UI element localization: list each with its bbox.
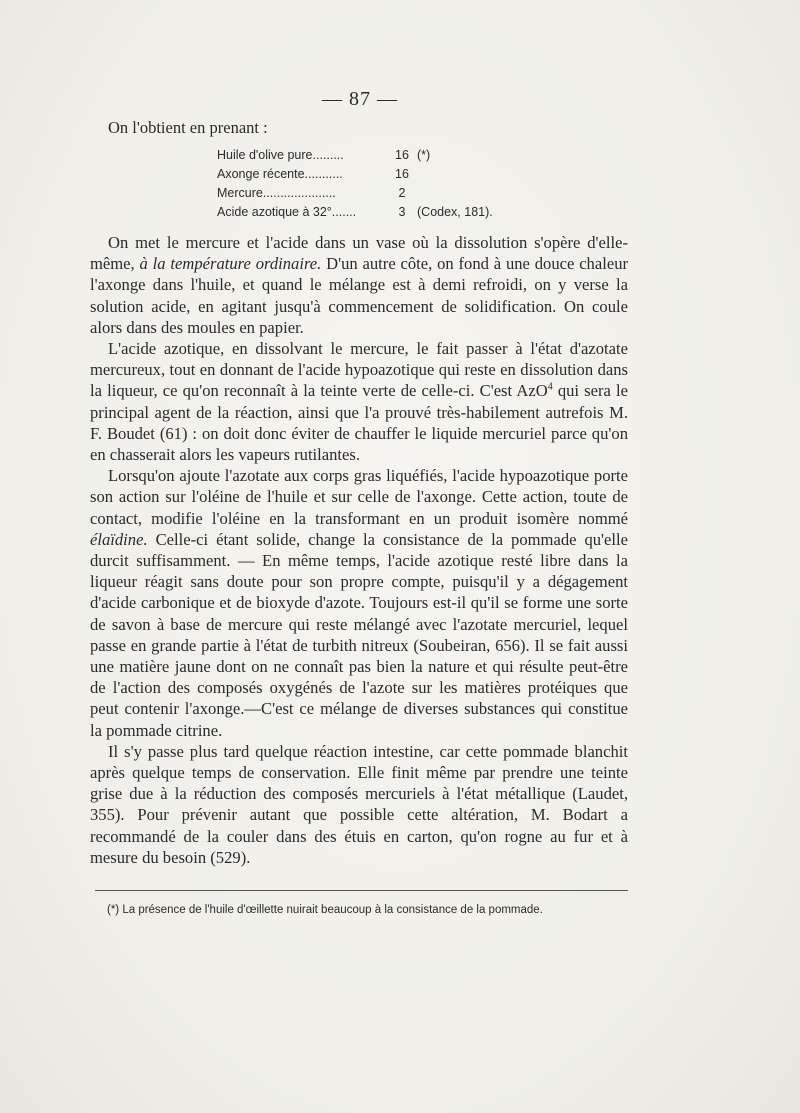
recipe-row [217, 184, 547, 203]
recipe-row [217, 146, 547, 165]
ingredient-note [417, 184, 547, 203]
intro-line: On l'obtient en prenant : [108, 118, 268, 137]
paragraph-text: qui sera le principal agent de la réaction, ainsi que l'a prouvé très-habilement autrefois M. F. Boudet (61) : on doit donc éviter de chauffer le liquide mercuriel parce qu'on en chasserait alors les vapeurs rutilantes. [90, 381, 629, 465]
ingredient-name: Huile d'olive pure......... [217, 148, 344, 162]
recipe-row [217, 203, 547, 222]
footnote-divider [95, 890, 628, 891]
paragraph: Il s'y passe plus tard quelque réaction intestine, car cette pommade blanchit après quelque temps de conservation. Elle finit même par prendre une teinte grise due à la réduction des composés mercuriels à l'état métallique (Laudet, 355). Pour prévenir autant que possible cette altération, M. Bodart a recommandé de la couler dans des étuis en carton, qu'on rogne au fur et à mesure du besoin (529). [90, 741, 628, 867]
paragraph-text: L'acide azotique, en dissolvant le mercure, le fait passer à l'état d'azotate mercureux, tout en donnant de l'acide hypoazotique qui reste en dissolution dans la liqueur, ce qu'on reconnaît à la teinte verte de celle-ci. C'est AzO [90, 339, 628, 401]
paragraph-text: Lorsqu'on ajoute l'azotate aux corps gras liquéfiés, l'acide hypoazotique porte son action sur l'oléine de l'huile et sur celle de l'axonge. Cette action, toute de contact, modifie l'oléine en la transformant en un produit isomère nommé [90, 466, 628, 528]
recipe-row [217, 165, 547, 184]
ingredient-name: Acide azotique à 32°....... [217, 205, 357, 219]
superscript: 4 [547, 381, 553, 393]
page-number: — 87 — [322, 88, 398, 110]
ingredient-quantity: 16 [395, 148, 409, 162]
footnote: (*) La présence de l'huile d'œillette nuirait beaucoup à la consistance de la pommade. [107, 904, 543, 916]
ingredient-quantity: 16 [395, 167, 409, 181]
italic-phrase: à la température ordinaire. [139, 254, 322, 274]
paragraph-text: On met le mercure et l'acide dans un vase où la dissolution s'opère d'elle-même, [90, 233, 628, 274]
paragraph [90, 338, 628, 465]
ingredient-note: (*) [417, 148, 431, 162]
paragraph-text: Celle-ci étant solide, change la consistance de la pommade qu'elle durcit suffisamment. — En même temps, l'acide azotique resté libre dans la liqueur réagit sans doute pour son propre compte, puisqu'il y a dégagement d'acide carbonique et de bioxyde d'azote. Toujours est-il qu'il se forme une sorte de savon à base de mercure qui reste mélangé avec l'azotate mercuriel, lequel passe en grande partie à l'état de turbith nitreux (Soubeiran, 656). Il se fait aussi une matière jaune dont on ne connaît pas bien la nature et qui résulte peut-être de l'action des composés oxygénés de l'azote sur les matières protéiques que peut contenir l'axonge.—C'est ce mélange de diverses substances qui constitue la pommade citrine. [90, 529, 628, 740]
italic-phrase: élaïdine. [90, 529, 148, 549]
paragraph [90, 465, 628, 741]
ingredient-quantity: 3 [398, 205, 406, 219]
ingredient-note [417, 165, 547, 184]
recipe-list [217, 146, 547, 222]
ingredient-name: Axonge récente........... [217, 167, 343, 181]
body-text [90, 232, 628, 868]
paragraph-text: D'un autre côte, on fond à une douce chaleur l'axonge dans l'huile, et quand le mélange est à demi refroidi, on y verse la solution acide, en agitant jusqu'à commencement de solidification. On coule alors dans des moules en papier. [90, 254, 629, 337]
ingredient-note: (Codex, 181). [417, 205, 493, 219]
paragraph [90, 232, 628, 338]
ingredient-quantity: 2 [398, 186, 406, 200]
ingredient-name: Mercure..................... [217, 186, 336, 200]
